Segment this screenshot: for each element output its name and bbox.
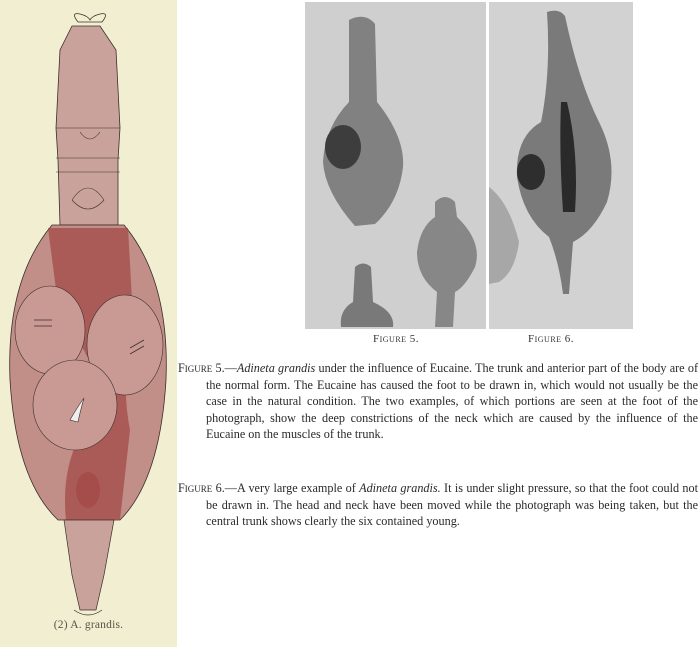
caption-pre: A very large example of (236, 481, 360, 495)
caption-lead: Figure 5.— (178, 361, 237, 375)
figure-6-caption (178, 480, 698, 530)
rotifer-drawing (0, 0, 177, 647)
caption-text: under the influence of Eucaine. The trunk and anterior part of the body are of the normal form. The Eucaine has caused the foot to be drawn in, which would not usually be the case in the natural condition. The two examples, of which portions are seen at the foot of the photograph, show the deep constrictions of the neck which are caused by the influence of the Eucaine on the muscles of the trunk. (206, 361, 699, 441)
figure-5-photograph (305, 2, 486, 329)
figure-6-photograph (489, 2, 633, 329)
color-plate-illustration (0, 0, 177, 647)
species-name: Adineta grandis (236, 361, 316, 375)
species-name: Adineta grandis. (359, 481, 441, 495)
caption-lead: Figure 6.— (178, 481, 237, 495)
caption-text: It is under slight pressure, so that the foot could not be drawn in. The head and neck have been moved while the photograph was being taken, but the central trunk shows clearly the six contained young. (206, 481, 698, 528)
figure-5-caption (178, 360, 698, 443)
figure-5-label: Figure 5. (373, 333, 420, 345)
figure-6-label: Figure 6. (528, 333, 575, 345)
plate-caption: (2) A. grandis. (53, 619, 124, 631)
